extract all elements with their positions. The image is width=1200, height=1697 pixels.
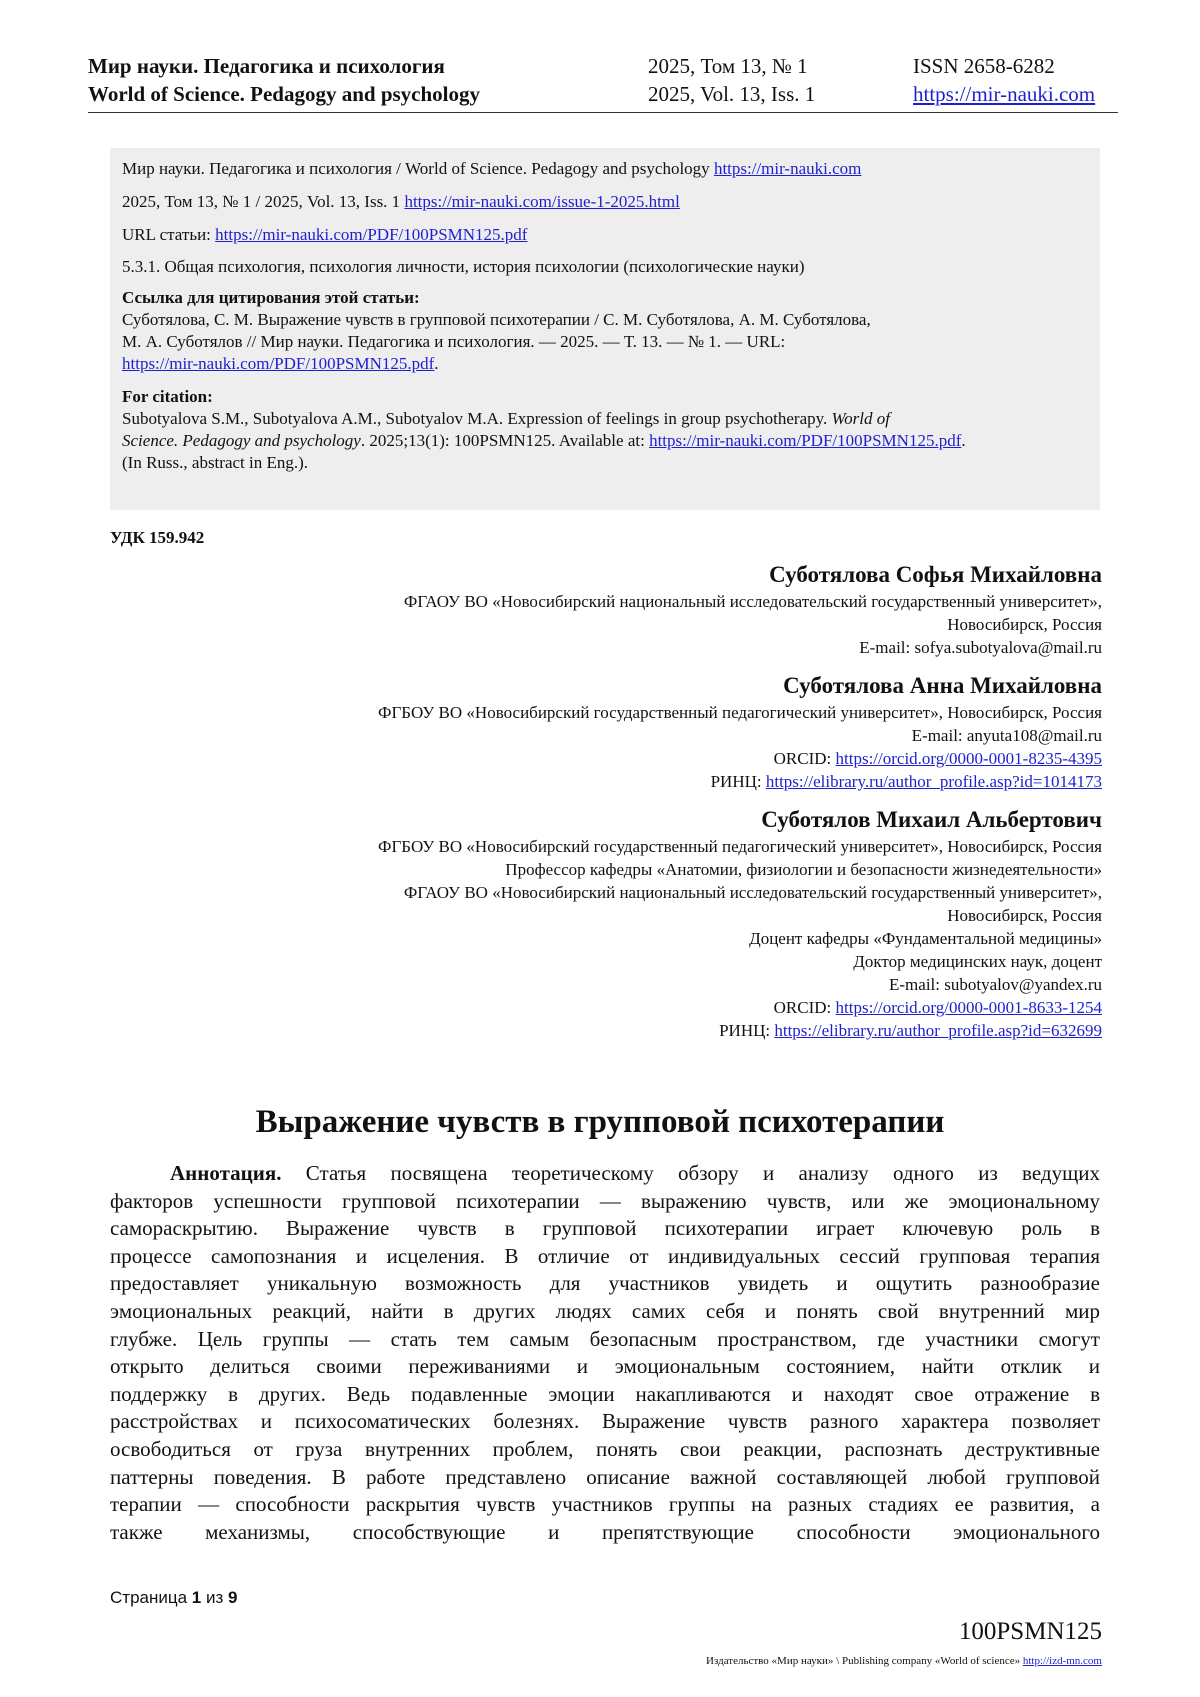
abstract-line: также механизмы, способствующие и препятствующие способности эмоционального <box>110 1519 1100 1544</box>
info-issue-text: 2025, Том 13, № 1 / 2025, Vol. 13, Iss. 1 <box>122 192 405 211</box>
citation-en-heading: For citation: <box>122 387 213 406</box>
issue-info <box>648 52 815 108</box>
author-2 <box>102 671 1102 793</box>
citation-ru-line-3: https://mir-nauki.com/PDF/100PSMN125.pdf. <box>122 354 439 373</box>
issn-block <box>913 52 1095 108</box>
author-rinc: РИНЦ: https://elibrary.ru/author_profile.asp?id=1014173 <box>710 772 1102 791</box>
publisher-link[interactable]: http://izd-mn.com <box>1022 1655 1102 1667</box>
abstract-line: открыто делиться своими переживаниями и эмоциональным состоянием, найти отклик и <box>110 1354 1100 1379</box>
author-name: Суботялова Софья Михайловна <box>769 562 1102 587</box>
citation-ru-line-1: Суботялова, С. М. Выражение чувств в групповой психотерапии / С. М. Суботялова, А. М. Суботялова, <box>122 310 871 329</box>
specialty-code: 5.3.1. Общая психология, психология личности, история психологии (психологические науки) <box>122 257 805 276</box>
citation-ru-line-2: М. А. Суботялов // Мир науки. Педагогика и психология. — 2025. — Т. 13. — № 1. — URL: <box>122 332 786 351</box>
rinc-link[interactable]: https://elibrary.ru/author_profile.asp?id=1014173 <box>765 772 1102 791</box>
info-issue-line <box>122 191 680 213</box>
rinc-link[interactable]: https://elibrary.ru/author_profile.asp?id=632699 <box>774 1021 1102 1040</box>
author-city: Новосибирск, Россия <box>947 615 1102 634</box>
author-email: E-mail: anyuta108@mail.ru <box>911 726 1102 745</box>
article-info-box <box>110 148 1100 510</box>
page-header <box>88 52 1118 113</box>
issue-info-ru: 2025, Том 13, № 1 <box>648 54 808 78</box>
citation-en-link[interactable]: https://mir-nauki.com/PDF/100PSMN125.pdf <box>649 431 962 450</box>
orcid-link[interactable]: https://orcid.org/0000-0001-8633-1254 <box>835 998 1102 1017</box>
author-affiliation: ФГБОУ ВО «Новосибирский государственный педагогический университет», Новосибирск, Россия <box>378 703 1102 722</box>
author-email: E-mail: sofya.subotyalova@mail.ru <box>859 638 1102 657</box>
abstract-line: эмоциональных реакций, найти в других людях самих себя и понять свой внутренний мир <box>110 1298 1100 1323</box>
journal-title-en: World of Science. Pedagogy and psychology <box>88 82 481 106</box>
orcid-link[interactable]: https://orcid.org/0000-0001-8235-4395 <box>835 749 1102 768</box>
article-url-link[interactable]: https://mir-nauki.com/PDF/100PSMN125.pdf <box>215 225 528 244</box>
abstract-line: поддержку в других. Ведь подавленные эмоции накапливаются и находят свое отражение в <box>110 1381 1100 1406</box>
udk-code: УДК 159.942 <box>110 528 205 547</box>
abstract-line: расстройствах и психосоматических болезнях. Выражение чувств разного характера позволяет <box>110 1409 1100 1434</box>
abstract <box>110 1160 1100 1546</box>
abstract-line: факторов успешности групповой психотерапии — выражению чувств, или же эмоциональному <box>110 1188 1100 1213</box>
citation-ru-link[interactable]: https://mir-nauki.com/PDF/100PSMN125.pdf <box>122 354 435 373</box>
author-affiliation: ФГАОУ ВО «Новосибирский национальный исследовательский государственный университет», <box>403 592 1102 611</box>
author-degree: Доктор медицинских наук, доцент <box>853 952 1102 971</box>
author-position: Доцент кафедры «Фундаментальной медицины» <box>749 929 1102 948</box>
info-journal-text: Мир науки. Педагогика и психология / World of Science. Pedagogy and psychology <box>122 159 714 178</box>
page-number: Страница 1 из 9 <box>110 1588 238 1607</box>
info-journal-line <box>122 158 861 180</box>
author-city: Новосибирск, Россия <box>947 906 1102 925</box>
abstract-line: паттерны поведения. В работе представлено описание важной составляющей любой групповой <box>110 1464 1100 1489</box>
journal-title <box>88 52 480 108</box>
abstract-label: Аннотация. <box>170 1161 282 1185</box>
author-affiliation: ФГБОУ ВО «Новосибирский государственный педагогический университет», Новосибирск, Россия <box>378 837 1102 856</box>
journal-site-link[interactable]: https://mir-nauki.com <box>913 82 1096 106</box>
info-issue-link[interactable]: https://mir-nauki.com/issue-1-2025.html <box>404 192 680 211</box>
article-code: 100PSMN125 <box>958 1618 1102 1645</box>
abstract-line: самораскрытию. Выражение чувств в групповой психотерапии играет ключевую роль в <box>110 1216 1100 1241</box>
abstract-line: освободиться от груза внутренних проблем, понять свои реакции, распознать деструктивные <box>110 1436 1100 1461</box>
author-position: Профессор кафедры «Анатомии, физиологии и безопасности жизнедеятельности» <box>505 860 1102 879</box>
citation-en-line-1: Subotyalova S.M., Subotyalova A.M., Subotyalov M.A. Expression of feelings in group psychotherapy. World of <box>122 409 890 428</box>
author-orcid: ORCID: https://orcid.org/0000-0001-8235-4395 <box>773 749 1102 768</box>
author-3 <box>102 805 1102 1042</box>
abstract-line: терапии — способности раскрытия чувств участников группы на разных стадиях ее развития, а <box>110 1492 1100 1517</box>
info-url-line <box>122 224 527 246</box>
publisher-line: Издательство «Мир науки» \ Publishing company «World of science» http://izd-mn.com <box>706 1655 1102 1667</box>
info-journal-link[interactable]: https://mir-nauki.com <box>713 159 862 178</box>
author-orcid: ORCID: https://orcid.org/0000-0001-8633-1254 <box>773 998 1102 1017</box>
citation-en-line-3: (In Russ., abstract in Eng.). <box>122 453 309 472</box>
article-title: Выражение чувств в групповой психотерапии <box>255 1104 945 1140</box>
abstract-line: процессе самопознания и исцеления. В отличие от индивидуальных сессий групповая терапия <box>110 1243 1100 1268</box>
abstract-line: глубже. Цель группы — стать тем самым безопасным пространством, где участники смогут <box>110 1326 1100 1351</box>
journal-title-ru: Мир науки. Педагогика и психология <box>88 54 445 78</box>
abstract-line: Аннотация. Статья посвящена теоретическому обзору и анализу одного из ведущих <box>170 1161 1100 1185</box>
author-name: Суботялов Михаил Альбертович <box>761 807 1102 832</box>
info-url-label: URL статьи: <box>122 225 216 244</box>
issn: ISSN 2658-6282 <box>913 54 1055 78</box>
author-rinc: РИНЦ: https://elibrary.ru/author_profile.asp?id=632699 <box>719 1021 1102 1040</box>
authors-section <box>102 560 1102 1054</box>
author-1 <box>102 560 1102 659</box>
author-affiliation: ФГАОУ ВО «Новосибирский национальный исследовательский государственный университет», <box>403 883 1102 902</box>
author-name: Суботялова Анна Михайловна <box>783 673 1102 698</box>
citation-en-line-2: Science. Pedagogy and psychology. 2025;13(1): 100PSMN125. Available at: https://mir-nauki.com/PDF/100PSMN125.pdf. <box>122 431 966 450</box>
citation-ru-heading: Ссылка для цитирования этой статьи: <box>122 288 420 307</box>
issue-info-en: 2025, Vol. 13, Iss. 1 <box>648 82 816 106</box>
author-email: E-mail: subotyalov@yandex.ru <box>889 975 1102 994</box>
abstract-line: предоставляет уникальную возможность для участников увидеть и ощутить разнообразие <box>110 1271 1100 1296</box>
